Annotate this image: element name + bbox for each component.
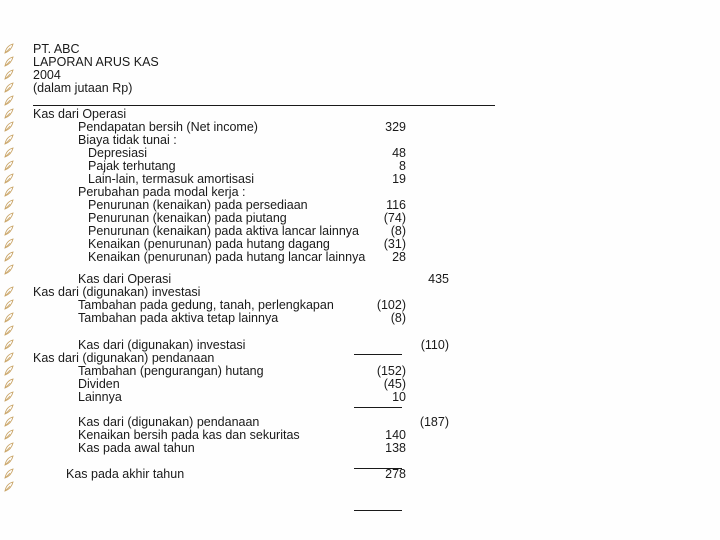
bullet-column: [0, 0, 20, 540]
leaf-bullet-icon: [4, 286, 14, 297]
leaf-bullet-icon: [4, 455, 14, 466]
line-label: Penurunan (kenaikan) pada persediaan: [88, 198, 308, 212]
line-amount: (8): [390, 311, 406, 325]
line-label: Kenaikan (penurunan) pada hutang dagang: [88, 237, 330, 251]
leaf-bullet-icon: [4, 147, 14, 158]
line-amount: 48: [392, 146, 406, 160]
line-label: Tambahan (pengurangan) hutang: [78, 364, 264, 378]
company-name: PT. ABC: [33, 42, 80, 56]
leaf-bullet-icon: [4, 429, 14, 440]
line-amount: (45): [383, 377, 406, 391]
leaf-bullet-icon: [4, 160, 14, 171]
line-amount: 138: [385, 441, 406, 455]
leaf-bullet-icon: [4, 378, 14, 389]
line-label: Kenaikan (penurunan) pada hutang lancar lainnya: [88, 250, 366, 264]
leaf-bullet-icon: [4, 95, 14, 106]
subtotal-rule-financing: [354, 407, 402, 408]
line-label: Kas pada awal tahun: [78, 441, 195, 455]
line-total: 435: [428, 272, 449, 286]
report-unit: (dalam jutaan Rp): [33, 81, 133, 95]
leaf-bullet-icon: [4, 442, 14, 453]
line-amount: 278: [385, 467, 406, 481]
leaf-bullet-icon: [4, 199, 14, 210]
report-title: LAPORAN ARUS KAS: [33, 55, 159, 69]
line-label: Pajak terhutang: [88, 159, 176, 173]
line-amount: (102): [376, 298, 406, 312]
leaf-bullet-icon: [4, 481, 14, 492]
line-amount: (31): [383, 237, 406, 251]
leaf-bullet-icon: [4, 56, 14, 67]
subtotal-rule-investing: [354, 354, 402, 355]
leaf-bullet-icon: [4, 134, 14, 145]
leaf-bullet-icon: [4, 212, 14, 223]
line-label: Kenaikan bersih pada kas dan sekuritas: [78, 428, 300, 442]
leaf-bullet-icon: [4, 108, 14, 119]
line-label: Biaya tidak tunai :: [78, 133, 177, 147]
leaf-bullet-icon: [4, 468, 14, 479]
line-label: Tambahan pada gedung, tanah, perlengkapan: [78, 298, 334, 312]
line-amount: 329: [385, 120, 406, 134]
line-label: Lain-lain, termasuk amortisasi: [88, 172, 255, 186]
leaf-bullet-icon: [4, 325, 14, 336]
leaf-bullet-icon: [4, 43, 14, 54]
leaf-bullet-icon: [4, 352, 14, 363]
leaf-bullet-icon: [4, 69, 14, 80]
leaf-bullet-icon: [4, 299, 14, 310]
report-year: 2004: [33, 68, 61, 82]
leaf-bullet-icon: [4, 238, 14, 249]
line-label: Lainnya: [78, 390, 122, 404]
line-amount: 116: [386, 198, 406, 212]
line-amount: 28: [392, 250, 406, 264]
leaf-bullet-icon: [4, 186, 14, 197]
line-amount: (8): [390, 224, 406, 238]
leaf-bullet-icon: [4, 121, 14, 132]
line-label: Depresiasi: [88, 146, 148, 160]
line-amount: 140: [385, 428, 406, 442]
line-label: Kas dari Operasi: [33, 107, 127, 121]
line-label: Penurunan (kenaikan) pada piutang: [88, 211, 287, 225]
line-label: Kas pada akhir tahun: [66, 467, 185, 481]
line-label: Kas dari (digunakan) pendanaan: [33, 351, 215, 365]
line-label: Penurunan (kenaikan) pada aktiva lancar lainnya: [88, 224, 360, 238]
line-amount: 19: [392, 172, 406, 186]
line-amount: (152): [376, 364, 406, 378]
line-label: Kas dari (digunakan) pendanaan: [78, 415, 260, 429]
leaf-bullet-icon: [4, 339, 14, 350]
line-amount: 10: [392, 390, 406, 404]
leaf-bullet-icon: [4, 416, 14, 427]
line-amount: (74): [383, 211, 406, 225]
leaf-bullet-icon: [4, 312, 14, 323]
line-amount: 8: [399, 159, 406, 173]
subtotal-rule-net: [354, 468, 402, 469]
leaf-bullet-icon: [4, 404, 14, 415]
line-label: Pendapatan bersih (Net income): [78, 120, 258, 134]
leaf-bullet-icon: [4, 365, 14, 376]
line-label: Kas dari Operasi: [78, 272, 172, 286]
line-label: Dividen: [78, 377, 120, 391]
line-label: Kas dari (digunakan) investasi: [33, 285, 201, 299]
leaf-bullet-icon: [4, 225, 14, 236]
line-total: (187): [419, 415, 449, 429]
line-label: Perubahan pada modal kerja :: [78, 185, 246, 199]
line-label: Tambahan pada aktiva tetap lainnya: [78, 311, 279, 325]
line-total: (110): [420, 338, 449, 352]
line-label: Kas dari (digunakan) investasi: [78, 338, 246, 352]
leaf-bullet-icon: [4, 391, 14, 402]
leaf-bullet-icon: [4, 173, 14, 184]
total-rule: [354, 510, 402, 511]
leaf-bullet-icon: [4, 82, 14, 93]
leaf-bullet-icon: [4, 264, 14, 275]
leaf-bullet-icon: [4, 251, 14, 262]
header-divider: [33, 105, 495, 106]
